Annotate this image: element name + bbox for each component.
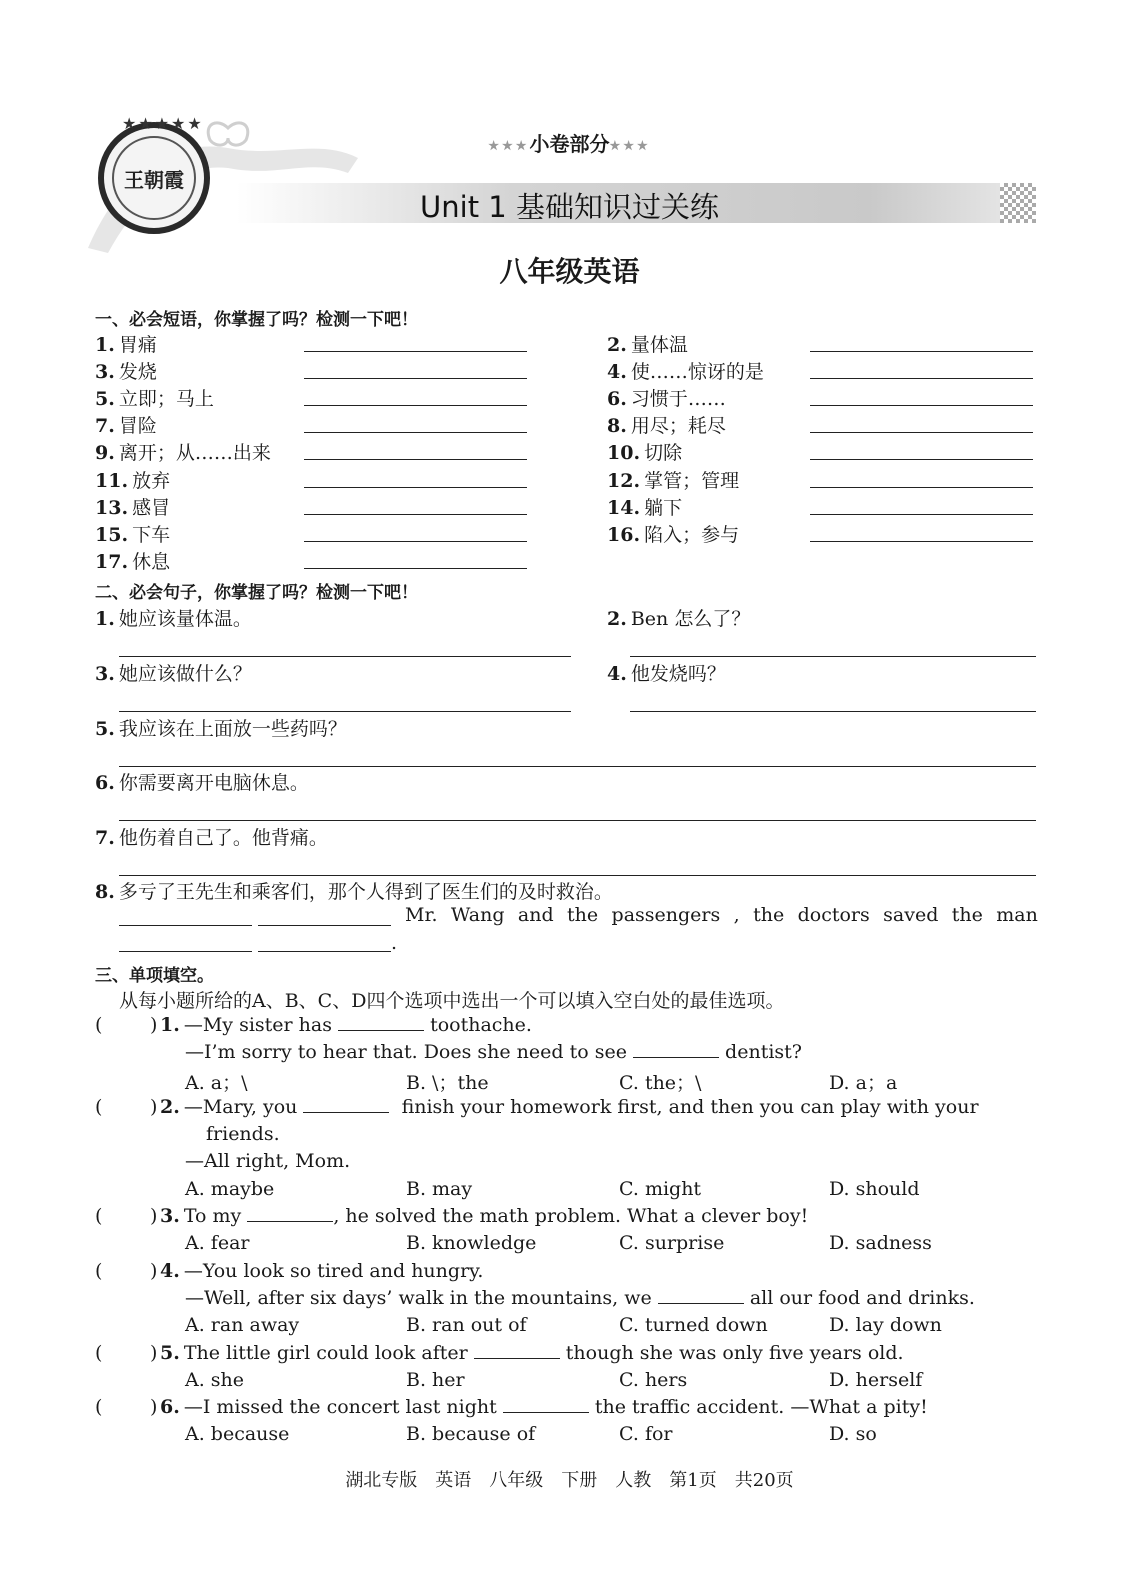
text-fragment: 8. [607, 415, 627, 437]
text-fragment: 冒险 [118, 415, 157, 437]
text-fragment: 用尽；耗尽 [630, 415, 726, 437]
option-a[interactable]: A. because [185, 1423, 290, 1445]
answer-line[interactable] [304, 432, 527, 433]
text-fragment: 多亏了王先生和乘客们，那个人得到了医生们的及时救治。 [118, 881, 613, 903]
option-b[interactable]: B. ran out of [406, 1314, 527, 1336]
answer-line[interactable] [810, 487, 1033, 488]
item8-english [405, 904, 1038, 926]
answer-line[interactable] [304, 378, 527, 379]
fill-blank[interactable] [247, 1206, 333, 1222]
answer-line[interactable] [304, 568, 527, 569]
question-3 [160, 1205, 808, 1227]
text-fragment: 立即；马上 [118, 388, 214, 410]
phrase-item [607, 466, 739, 493]
option-b[interactable]: B. her [406, 1369, 465, 1391]
text-fragment: Wang [450, 904, 505, 926]
question-2-reply: —All right, Mom. [185, 1150, 351, 1172]
answer-line[interactable] [119, 820, 1036, 821]
text-fragment: 2. [160, 1096, 180, 1118]
answer-line[interactable] [810, 378, 1033, 379]
answer-bracket-close: ) [150, 1342, 158, 1364]
answer-bracket[interactable]: ( [95, 1260, 103, 1282]
text-fragment: all our food and drinks. [749, 1287, 975, 1309]
text-fragment: —I missed the concert last night [183, 1396, 497, 1418]
text-fragment: passengers [611, 904, 721, 926]
answer-line[interactable] [119, 951, 252, 952]
sentence-item [95, 604, 252, 631]
text-fragment: 8. [95, 881, 115, 903]
answer-line[interactable] [810, 405, 1033, 406]
phrase-item [95, 357, 157, 384]
answer-line[interactable] [304, 459, 527, 460]
phrase-item [95, 547, 170, 574]
text-fragment: 1. [95, 608, 115, 630]
text-fragment: 3. [95, 663, 115, 685]
text-fragment: 躺下 [644, 497, 683, 519]
text-fragment: 14. [607, 497, 641, 519]
sub-heading: ★★★小卷部分★★★ [488, 132, 651, 156]
option-c[interactable]: C. for [619, 1423, 673, 1445]
text-fragment: 她应该量体温。 [118, 608, 252, 630]
text-fragment: the [753, 904, 785, 926]
answer-bracket[interactable]: ( [95, 1205, 103, 1227]
page-footer: 湖北专版 英语 八年级 下册 人教 第1页 共20页 [345, 1470, 794, 1491]
option-b[interactable]: B. may [406, 1178, 473, 1200]
answer-line[interactable] [810, 432, 1033, 433]
text-fragment: 使……惊讶的是 [630, 361, 764, 383]
option-d[interactable]: D. should [829, 1178, 920, 1200]
phrase-item [95, 411, 157, 438]
phrase-item [607, 357, 764, 384]
fill-blank[interactable] [474, 1343, 560, 1359]
phrase-item [95, 438, 271, 465]
option-a[interactable]: A. fear [185, 1232, 250, 1254]
option-a[interactable]: A. she [185, 1369, 245, 1391]
period: . [391, 932, 398, 954]
sub-heading-text: 小卷部分 [529, 132, 610, 156]
question-2 [160, 1096, 979, 1118]
answer-line[interactable] [119, 766, 1036, 767]
text-fragment: 习惯于…… [630, 388, 726, 410]
option-c[interactable]: C. surprise [619, 1232, 725, 1254]
question-1 [160, 1014, 532, 1036]
text-fragment: the [567, 904, 599, 926]
answer-bracket[interactable]: ( [95, 1342, 103, 1364]
text-fragment: 你需要离开电脑休息。 [118, 772, 309, 794]
option-a[interactable]: A. a；\ [185, 1072, 248, 1094]
text-fragment: 下车 [132, 524, 171, 546]
logo-text: 王朝霞 [112, 136, 196, 220]
text-fragment: , [733, 904, 740, 926]
text-fragment: 11. [95, 470, 129, 492]
unit-title: Unit 1 基础知识过关练 [420, 190, 719, 224]
text-fragment: 3. [160, 1205, 180, 1227]
option-d[interactable]: D. sadness [829, 1232, 932, 1254]
question-6 [160, 1396, 928, 1418]
answer-line[interactable] [304, 541, 527, 542]
text-fragment: though she was only five years old. [565, 1342, 904, 1364]
text-fragment: 放弃 [132, 470, 171, 492]
option-c[interactable]: C. the；\ [619, 1072, 702, 1094]
text-fragment: 4. [160, 1260, 180, 1282]
fill-blank[interactable] [303, 1097, 389, 1113]
question-5 [160, 1342, 904, 1364]
answer-line[interactable] [304, 487, 527, 488]
text-fragment: Ben 怎么了？ [630, 608, 751, 630]
text-fragment: 5. [160, 1342, 180, 1364]
option-b[interactable]: B. because of [406, 1423, 536, 1445]
text-fragment: 她应该做什么？ [118, 663, 252, 685]
text-fragment: 4. [607, 663, 627, 685]
text-fragment: the [951, 904, 983, 926]
text-fragment: 他伤着自己了。他背痛。 [118, 827, 328, 849]
phrase-item [95, 330, 157, 357]
question-1-reply [185, 1041, 802, 1063]
text-fragment: 5. [95, 388, 115, 410]
text-fragment: the traffic accident. —What a pity! [594, 1396, 928, 1418]
phrase-item [95, 466, 170, 493]
text-fragment: 掌管；管理 [644, 470, 740, 492]
answer-line[interactable] [810, 514, 1033, 515]
option-a[interactable]: A. ran away [185, 1314, 300, 1336]
text-fragment: 2. [607, 334, 627, 356]
fill-blank[interactable] [658, 1288, 744, 1304]
text-fragment: 量体温 [630, 334, 688, 356]
text-fragment: 13. [95, 497, 129, 519]
fill-blank[interactable] [338, 1015, 424, 1031]
text-fragment: , he solved the math problem. What a clever boy! [333, 1205, 809, 1227]
phrase-item [607, 411, 726, 438]
text-fragment: 5. [95, 718, 115, 740]
text-fragment: 6. [607, 388, 627, 410]
answer-line[interactable] [119, 711, 571, 712]
answer-bracket[interactable]: ( [95, 1396, 103, 1418]
answer-line[interactable] [304, 351, 527, 352]
text-fragment: 1. [160, 1014, 180, 1036]
section1-title: 一、必会短语，你掌握了吗？检测一下吧！ [95, 310, 418, 330]
text-fragment: —Mary, you [183, 1096, 298, 1118]
text-fragment: 陷入；参与 [644, 524, 740, 546]
sentence-item [607, 604, 750, 631]
answer-bracket-close: ) [150, 1205, 158, 1227]
answer-bracket-close: ) [150, 1096, 158, 1118]
text-fragment: —Well, after six days’ walk in the mountains, we [185, 1287, 652, 1309]
text-fragment: To my [183, 1205, 242, 1227]
text-fragment: 3. [95, 361, 115, 383]
text-fragment: 7. [95, 415, 115, 437]
answer-line[interactable] [810, 351, 1033, 352]
option-c[interactable]: C. turned down [619, 1314, 768, 1336]
answer-bracket-close: ) [150, 1396, 158, 1418]
option-c[interactable]: C. hers [619, 1369, 688, 1391]
sentence-item [95, 823, 328, 850]
text-fragment: finish your homework first, and then you can play with your [401, 1096, 979, 1118]
text-fragment: toothache. [430, 1014, 532, 1036]
text-fragment: doctors [797, 904, 870, 926]
text-fragment: —You look so tired and hungry. [183, 1260, 484, 1282]
text-fragment: 发烧 [118, 361, 157, 383]
answer-line[interactable] [258, 925, 391, 926]
phrase-item [95, 493, 170, 520]
phrase-item [607, 330, 688, 357]
answer-line[interactable] [119, 925, 252, 926]
phrase-item [95, 520, 170, 547]
option-b[interactable]: B. \；the [406, 1072, 489, 1094]
text-fragment: The little girl could look after [183, 1342, 468, 1364]
option-d[interactable]: D. herself [829, 1369, 923, 1391]
text-fragment: 我应该在上面放一些药吗？ [118, 718, 347, 740]
answer-line[interactable] [119, 875, 1036, 876]
text-fragment: 他发烧吗？ [630, 663, 726, 685]
answer-bracket[interactable]: ( [95, 1014, 103, 1036]
instruction: 从每小题所给的A、B、C、D四个选项中选出一个可以填入空白处的最佳选项。 [119, 990, 785, 1012]
sentence-item [95, 768, 309, 795]
answer-line[interactable] [810, 541, 1033, 542]
text-fragment: 胃痛 [118, 334, 157, 356]
answer-bracket-close: ) [150, 1014, 158, 1036]
answer-bracket-close: ) [150, 1260, 158, 1282]
text-fragment: 17. [95, 551, 129, 573]
fill-blank[interactable] [633, 1042, 719, 1058]
text-fragment: 10. [607, 442, 641, 464]
text-fragment: 16. [607, 524, 641, 546]
option-d[interactable]: D. lay down [829, 1314, 942, 1336]
text-fragment: 1. [95, 334, 115, 356]
logo-stars: ★★★★★ [122, 114, 204, 133]
text-fragment: 4. [607, 361, 627, 383]
option-a[interactable]: A. maybe [185, 1178, 275, 1200]
text-fragment: 6. [95, 772, 115, 794]
text-fragment: 9. [95, 442, 115, 464]
option-b[interactable]: B. knowledge [406, 1232, 537, 1254]
answer-line[interactable] [630, 711, 1036, 712]
text-fragment: —My sister has [183, 1014, 332, 1036]
section2-title: 二、必会句子，你掌握了吗？检测一下吧！ [95, 583, 418, 603]
text-fragment: dentist? [725, 1041, 802, 1063]
sentence-item [607, 659, 726, 686]
text-fragment: 感冒 [132, 497, 171, 519]
text-fragment: 休息 [132, 551, 171, 573]
fill-blank[interactable] [503, 1397, 589, 1413]
phrase-item [607, 493, 682, 520]
phrase-item [607, 384, 726, 411]
text-fragment: 2. [607, 608, 627, 630]
answer-line[interactable] [304, 514, 527, 515]
page-title: 八年级英语 [499, 255, 640, 288]
text-fragment: 切除 [644, 442, 683, 464]
answer-line[interactable] [810, 459, 1033, 460]
option-c[interactable]: C. might [619, 1178, 702, 1200]
answer-bracket[interactable]: ( [95, 1096, 103, 1118]
text-fragment: —I’m sorry to hear that. Does she need to see [185, 1041, 627, 1063]
text-fragment: 7. [95, 827, 115, 849]
sentence-item [95, 659, 252, 686]
question-4-reply [185, 1287, 975, 1309]
text-fragment: 15. [95, 524, 129, 546]
text-fragment: and [517, 904, 554, 926]
sentence-item [95, 877, 613, 904]
option-d[interactable]: D. so [829, 1423, 877, 1445]
text-fragment: man [996, 904, 1038, 926]
option-d[interactable]: D. a；a [829, 1072, 898, 1094]
phrase-item [607, 438, 682, 465]
text-fragment: Mr. [405, 904, 438, 926]
text-fragment: 12. [607, 470, 641, 492]
phrase-item [95, 384, 214, 411]
answer-line[interactable] [630, 656, 1036, 657]
text-fragment: 6. [160, 1396, 180, 1418]
text-fragment: saved [883, 904, 939, 926]
question-4 [160, 1260, 483, 1282]
section3-title: 三、单项填空。 [95, 966, 214, 986]
text-fragment: 离开；从……出来 [118, 442, 271, 464]
sentence-item [95, 714, 347, 741]
answer-line[interactable] [304, 405, 527, 406]
answer-line[interactable] [258, 951, 391, 952]
phrase-item [607, 520, 739, 547]
question-2-cont: friends. [206, 1123, 280, 1145]
answer-line[interactable] [119, 656, 571, 657]
